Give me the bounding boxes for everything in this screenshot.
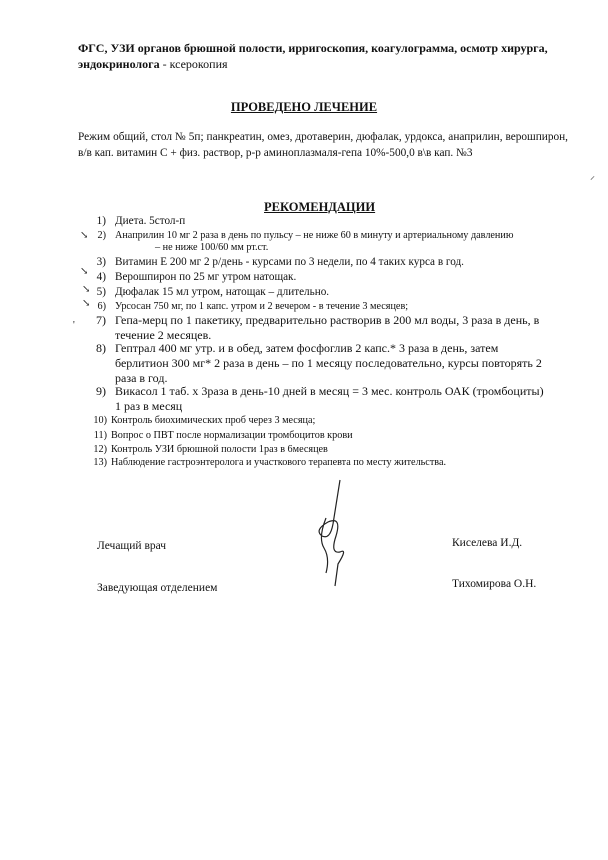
list-item-line: Витамин Е 200 мг 2 р/день - курсами по 3 недели, по 4 таких курса в год. [115, 256, 464, 268]
list-item-line: Урсосан 750 мг, по 1 капс. утром и 2 вечером - в течение 3 месяцев; [115, 301, 409, 312]
treatment-heading: ПРОВЕДЕНО ЛЕЧЕНИЕ [230, 100, 378, 114]
list-item-text [115, 341, 575, 386]
list-item-number: 8) [96, 341, 106, 355]
signature-stroke [319, 480, 343, 586]
list-item-text [111, 457, 575, 469]
list-item-line: 1 раз в месяц [115, 399, 183, 413]
list-item-text [115, 301, 575, 313]
scan-mark: ↘ [80, 230, 89, 241]
scan-mark: ↘ [80, 266, 89, 277]
treatment-text: Режим общий, стол № 5п; панкреатин, омез, дротаверин, дюфалак, урдокса, анаприлин, верошпирон, в/в кап. витамин С + физ. раствор, р-р аминоплазмаля-гепа 10%-500,0 в\в кап. №3 [78, 131, 568, 159]
list-item-number: 10) [93, 415, 107, 426]
recommendations-heading: РЕКОМЕНДАЦИИ [264, 200, 376, 214]
list-item-number: 2) [97, 230, 106, 241]
scan-mark: ↘ [82, 284, 91, 295]
list-item-text [115, 256, 575, 268]
list-item-text [111, 444, 575, 456]
exams-plain: - ксерокопия [159, 57, 228, 71]
doctor-label: Лечащий врач [97, 540, 167, 552]
list-item-number: 5) [96, 286, 106, 298]
list-item-line: Контроль УЗИ брюшной полости 1раз в 6месяцев [111, 444, 328, 455]
signature-scribble [300, 478, 370, 588]
list-item-line: Гептрал 400 мг утр. и в обед, затем фосфоглив 2 капс.* 3 раза в день, затем [115, 341, 499, 355]
list-item-text [111, 415, 575, 427]
list-item-line: течение 2 месяцев. [115, 328, 212, 342]
list-item-text [115, 230, 575, 254]
list-item-number: 9) [96, 384, 106, 398]
list-item-number: 7) [96, 313, 106, 327]
list-item-text [115, 313, 575, 343]
scan-mark: ' [73, 320, 75, 331]
list-item-number: 3) [96, 256, 106, 268]
list-item-number: 6) [97, 301, 106, 312]
head-name: Тихомирова О.Н. [452, 578, 537, 590]
list-item-line: Диета. 5стол-п [115, 215, 186, 227]
list-item-line: Викасол 1 таб. х 3раза в день-10 дней в месяц = 3 мес. контроль ОАК (тромбоциты) [115, 384, 544, 398]
exams-bold: ФГС, УЗИ органов брюшной полости, ирригоскопия, коагулограмма, осмотр хирурга, эндокринолога [78, 41, 548, 71]
list-item-text [115, 286, 575, 298]
list-item-line: Дюфалак 15 мл утром, натощак – длительно. [115, 286, 330, 298]
doctor-name: Киселева И.Д. [452, 537, 523, 549]
list-item-number: 11) [93, 430, 107, 441]
list-item-line: Вопрос о ПВТ после нормализации тромбоцитов крови [111, 430, 353, 441]
list-item-line: Верошпирон по 25 мг утром натощак. [115, 271, 297, 283]
list-item-text [111, 430, 575, 442]
list-item-number: 13) [93, 457, 107, 468]
list-item-line: Анаприлин 10 мг 2 раза в день по пульсу – не ниже 60 в минуту и артериальному давлению [115, 230, 514, 241]
list-item-text [115, 215, 575, 227]
scan-mark: ⸝ [590, 171, 595, 182]
list-item-line: берлитион 300 мг* 2 раза в день – по 1 месяцу последовательно, курсы повторять 2 [115, 356, 542, 370]
list-item-line: раза в год. [115, 371, 168, 385]
list-item-number: 12) [93, 444, 107, 455]
list-item-line: Наблюдение гастроэнтеролога и участкового терапевта по месту жительства. [111, 457, 447, 468]
scan-mark: ↘ [82, 298, 91, 309]
list-item-line: Гепа-мерц по 1 пакетику, предварительно растворив в 200 мл воды, 3 раза в день, в [115, 313, 540, 327]
list-item-text [115, 384, 575, 414]
list-item-text [115, 271, 575, 283]
list-item-number: 1) [96, 215, 106, 227]
list-item-number: 4) [96, 271, 106, 283]
list-item-line: Контроль биохимических проб через 3 месяца; [111, 415, 316, 426]
head-label: Заведующая отделением [97, 582, 218, 594]
list-item-line: – не ниже 100/60 мм рт.ст. [155, 242, 269, 253]
